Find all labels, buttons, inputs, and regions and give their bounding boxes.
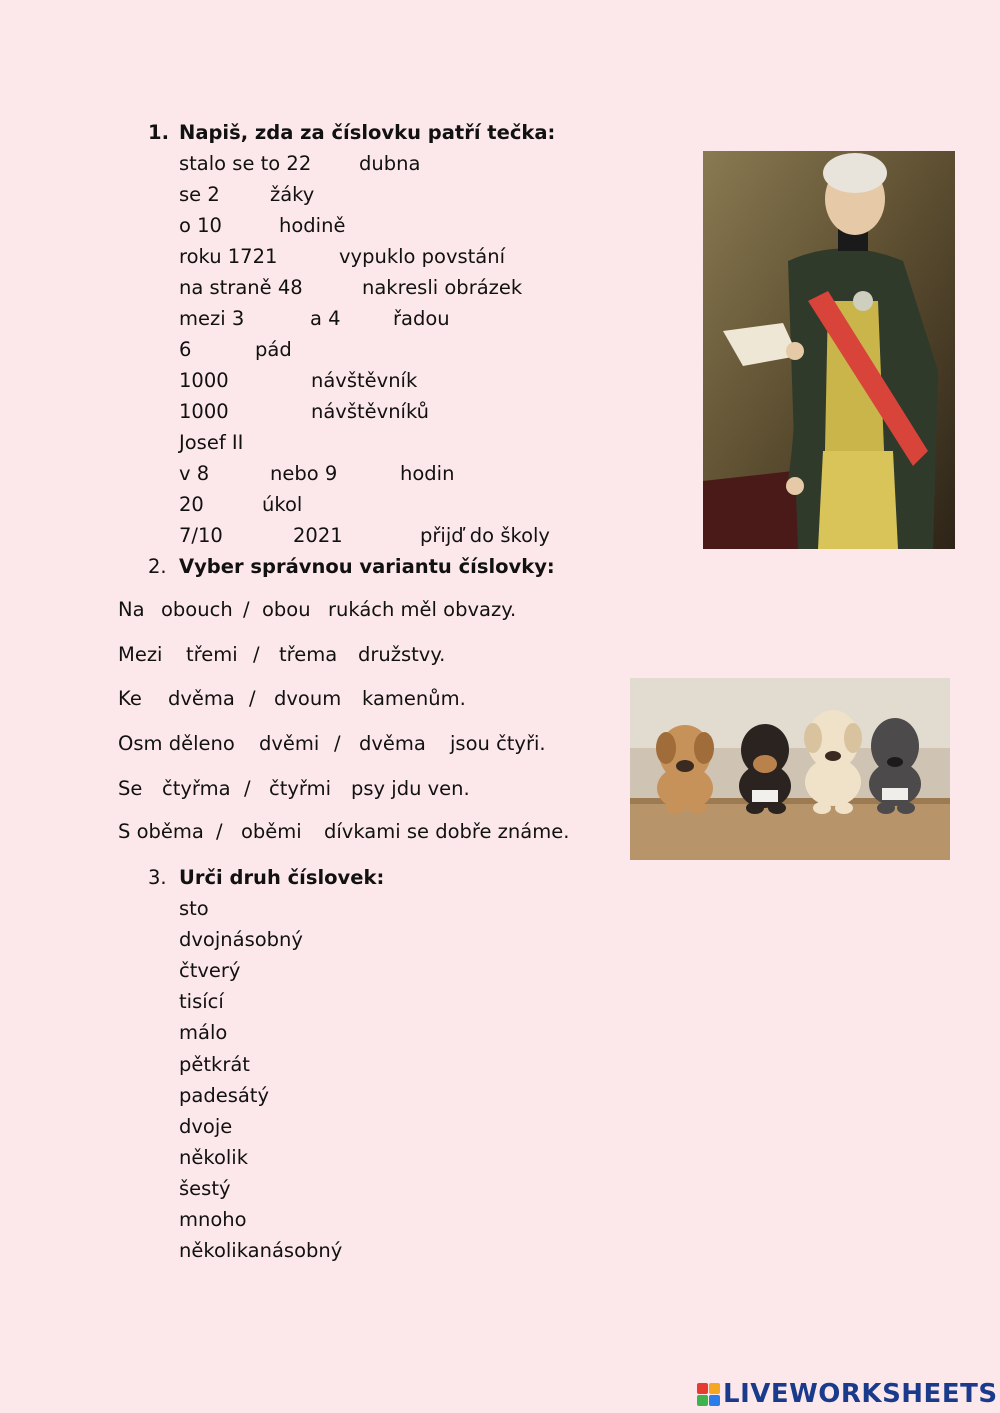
section3-item: čtverý xyxy=(179,959,241,982)
section1-row-5-part-1: na straně 48 xyxy=(179,276,303,299)
section3-item: tisící xyxy=(179,990,224,1013)
portrait-image xyxy=(703,151,955,549)
section2-row-3-part-4: dvoum xyxy=(274,687,342,710)
section1-row-13-part-2: 2021 xyxy=(293,524,343,547)
liveworksheets-logo xyxy=(697,1378,998,1410)
section1-row-2-part-2: žáky xyxy=(270,183,315,206)
section2-row-2-part-4: třema xyxy=(279,643,338,666)
section2-row-5-part-5: psy jdu ven. xyxy=(351,777,470,800)
section2-row-1-part-2: obouch xyxy=(161,598,233,621)
section1-row-7-part-2: pád xyxy=(255,338,292,361)
section1-title: Napiš, zda za číslovku patří tečka: xyxy=(179,121,556,144)
section2-row-3-part-3: / xyxy=(249,687,256,710)
section2-row-4-part-5: jsou čtyři. xyxy=(450,732,546,755)
section1-row-6-part-3: řadou xyxy=(393,307,450,330)
section1-row-5-part-2: nakresli obrázek xyxy=(362,276,523,299)
section1-row-2-part-1: se 2 xyxy=(179,183,220,206)
section2-row-6-part-1: S oběma xyxy=(118,820,204,843)
section1-row-12-part-2: úkol xyxy=(262,493,303,516)
portrait-drawing xyxy=(703,151,955,549)
section2-row-5-part-3: / xyxy=(244,777,251,800)
section2-row-2-part-2: třemi xyxy=(186,643,238,666)
section1-row-10-part-1: Josef II xyxy=(179,431,244,454)
section2-row-3-part-5: kamenům. xyxy=(362,687,466,710)
section1-row-13-part-1: 7/10 xyxy=(179,524,223,547)
section1-row-12-part-1: 20 xyxy=(179,493,204,516)
section2-row-1-part-1: Na xyxy=(118,598,145,621)
section3-item: šestý xyxy=(179,1177,231,1200)
section2-row-2-part-3: / xyxy=(253,643,260,666)
section3-item: pětkrát xyxy=(179,1053,250,1076)
section2-row-1-part-3: / xyxy=(243,598,250,621)
puppies-drawing xyxy=(630,678,950,860)
section3-item: několikanásobný xyxy=(179,1239,343,1262)
section2-title: Vyber správnou variantu číslovky: xyxy=(179,555,555,578)
section2-row-6-part-3: oběmi xyxy=(241,820,302,843)
section2-number: 2. xyxy=(148,555,167,578)
section1-row-11-part-2: nebo 9 xyxy=(270,462,338,485)
section2-row-4-part-4: dvěma xyxy=(359,732,426,755)
logo-mark-icon xyxy=(697,1383,720,1406)
section1-number: 1. xyxy=(148,121,169,144)
logo-text: LIVEWORKSHEETS xyxy=(723,1379,998,1409)
section3-item: několik xyxy=(179,1146,249,1169)
section3-item: dvojnásobný xyxy=(179,928,303,951)
puppies-image xyxy=(630,678,950,860)
section1-row-6-part-2: a 4 xyxy=(310,307,341,330)
section2-row-2-part-1: Mezi xyxy=(118,643,163,666)
section1-row-3-part-2: hodině xyxy=(279,214,346,237)
section3-number: 3. xyxy=(148,866,167,889)
section3-title: Urči druh číslovek: xyxy=(179,866,385,889)
section3-item: mnoho xyxy=(179,1208,247,1231)
section1-row-1-part-1: stalo se to 22 xyxy=(179,152,312,175)
section2-row-4-part-3: / xyxy=(334,732,341,755)
section2-row-5-part-2: čtyřma xyxy=(162,777,231,800)
section2-row-4-part-2: dvěmi xyxy=(259,732,320,755)
section1-row-11-part-3: hodin xyxy=(400,462,455,485)
section1-row-4-part-1: roku 1721 xyxy=(179,245,278,268)
section2-row-1-part-5: rukách měl obvazy. xyxy=(328,598,517,621)
section2-row-6-part-2: / xyxy=(216,820,223,843)
section1-row-4-part-2: vypuklo povstání xyxy=(339,245,506,268)
section3-item: málo xyxy=(179,1021,228,1044)
section2-row-5-part-1: Se xyxy=(118,777,143,800)
section1-row-8-part-2: návštěvník xyxy=(311,369,418,392)
section2-row-5-part-4: čtyřmi xyxy=(269,777,331,800)
section1-row-7-part-1: 6 xyxy=(179,338,192,361)
section1-row-9-part-1: 1000 xyxy=(179,400,229,423)
section2-row-3-part-1: Ke xyxy=(118,687,142,710)
section2-row-3-part-2: dvěma xyxy=(168,687,235,710)
section2-row-1-part-4: obou xyxy=(262,598,311,621)
section3-item: dvoje xyxy=(179,1115,233,1138)
section1-row-1-part-2: dubna xyxy=(359,152,421,175)
section1-row-6-part-1: mezi 3 xyxy=(179,307,245,330)
section2-row-6-part-4: dívkami se dobře známe. xyxy=(324,820,570,843)
section1-row-9-part-2: návštěvníků xyxy=(311,400,430,423)
section1-row-3-part-1: o 10 xyxy=(179,214,222,237)
section3-item: padesátý xyxy=(179,1084,269,1107)
section3-item: sto xyxy=(179,897,209,920)
section1-row-8-part-1: 1000 xyxy=(179,369,229,392)
section1-row-11-part-1: v 8 xyxy=(179,462,210,485)
section1-row-13-part-3: přijď do školy xyxy=(420,524,550,547)
section2-row-2-part-5: družstvy. xyxy=(358,643,446,666)
section2-row-4-part-1: Osm děleno xyxy=(118,732,235,755)
